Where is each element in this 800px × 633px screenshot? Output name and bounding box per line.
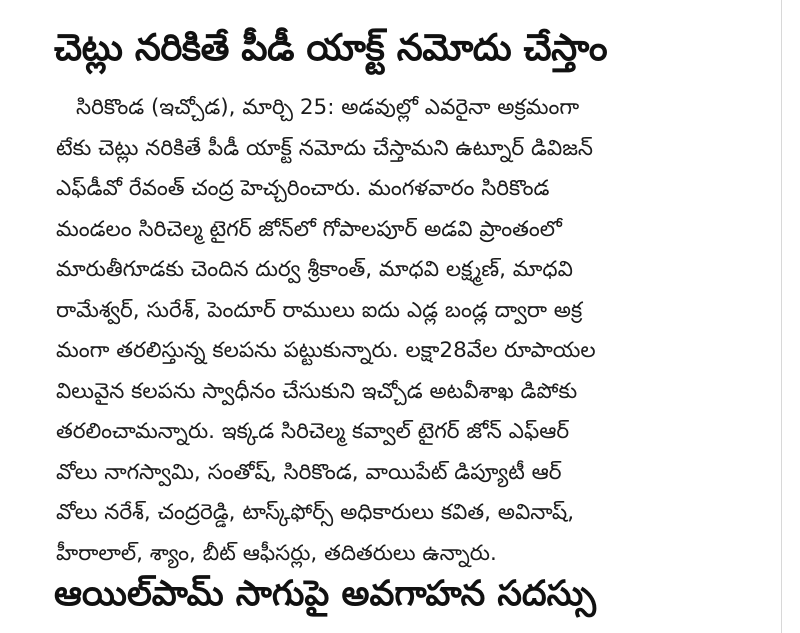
article-line: హీరాలాల్, శ్యాం, బీట్ ఆఫీసర్లు, తదితరులు ఉన్నారు. — [56, 540, 497, 566]
article-line: వోలు నాగస్వామి, సంతోష్, సిరికొండ, వాయిపేట్ డిప్యూటీ ఆర్ — [56, 459, 562, 485]
article-line: ఎఫ్‌డీవో రేవంత్ చంద్ర హెచ్చరించారు. మంగళవారం సిరికొండ — [56, 176, 550, 201]
clipped-text-bottom — [56, 622, 706, 633]
article-line: తరలించామన్నారు. ఇక్కడ సిరిచెల్మ కవ్వాల్ టైగర్ జోన్ ఎఫ్ఆర్ — [56, 419, 570, 444]
article-headline: చెట్లు నరికితే పీడీ యాక్ట్ నమోదు చేస్తాం — [54, 26, 608, 69]
column-rule — [781, 0, 782, 633]
article-line: మండలం సిరిచెల్మ టైగర్ జోన్‌లో గోపాలపూర్ అడవి ప్రాంతంలో — [56, 216, 562, 242]
article-line: విలువైన కలపను స్వాధీనం చేసుకుని ఇచ్చోడ అటవీశాఖ డిపోకు — [56, 378, 578, 404]
article-line: రామేశ్వర్, సురేశ్, పెందూర్ రాములు ఐదు ఎడ్ల బండ్ల ద్వారా అక్ర — [56, 297, 583, 323]
article-line: మారుతీగూడకు చెందిన దుర్వ శ్రీకాంత్, మాధవి లక్ష్మణ్, మాధవి — [56, 257, 573, 282]
article-line: వోలు నరేశ్, చంద్రరెడ్డి, టాస్క్‌ఫోర్స్ అధికారులు కవిత, అవినాష్, — [56, 500, 575, 525]
article-line: టేకు చెట్లు నరికితే పీడీ యాక్ట్ నమోదు చేస్తామని ఉట్నూర్ డివిజన్ — [56, 135, 594, 161]
next-article-headline: ఆయిల్‌పామ్ సాగుపై అవగాహన సదస్సు — [54, 574, 596, 614]
article-body — [56, 88, 706, 574]
article-line: సిరికొండ (ఇచ్చోడ), మార్చి 25: అడవుల్లో ఎవరైనా అక్రమంగా — [76, 95, 580, 120]
clipped-text-top — [56, 0, 716, 4]
article-line: మంగా తరలిస్తున్న కలపను పట్టుకున్నారు. లక్షా28వేల రూపాయల — [56, 338, 596, 363]
